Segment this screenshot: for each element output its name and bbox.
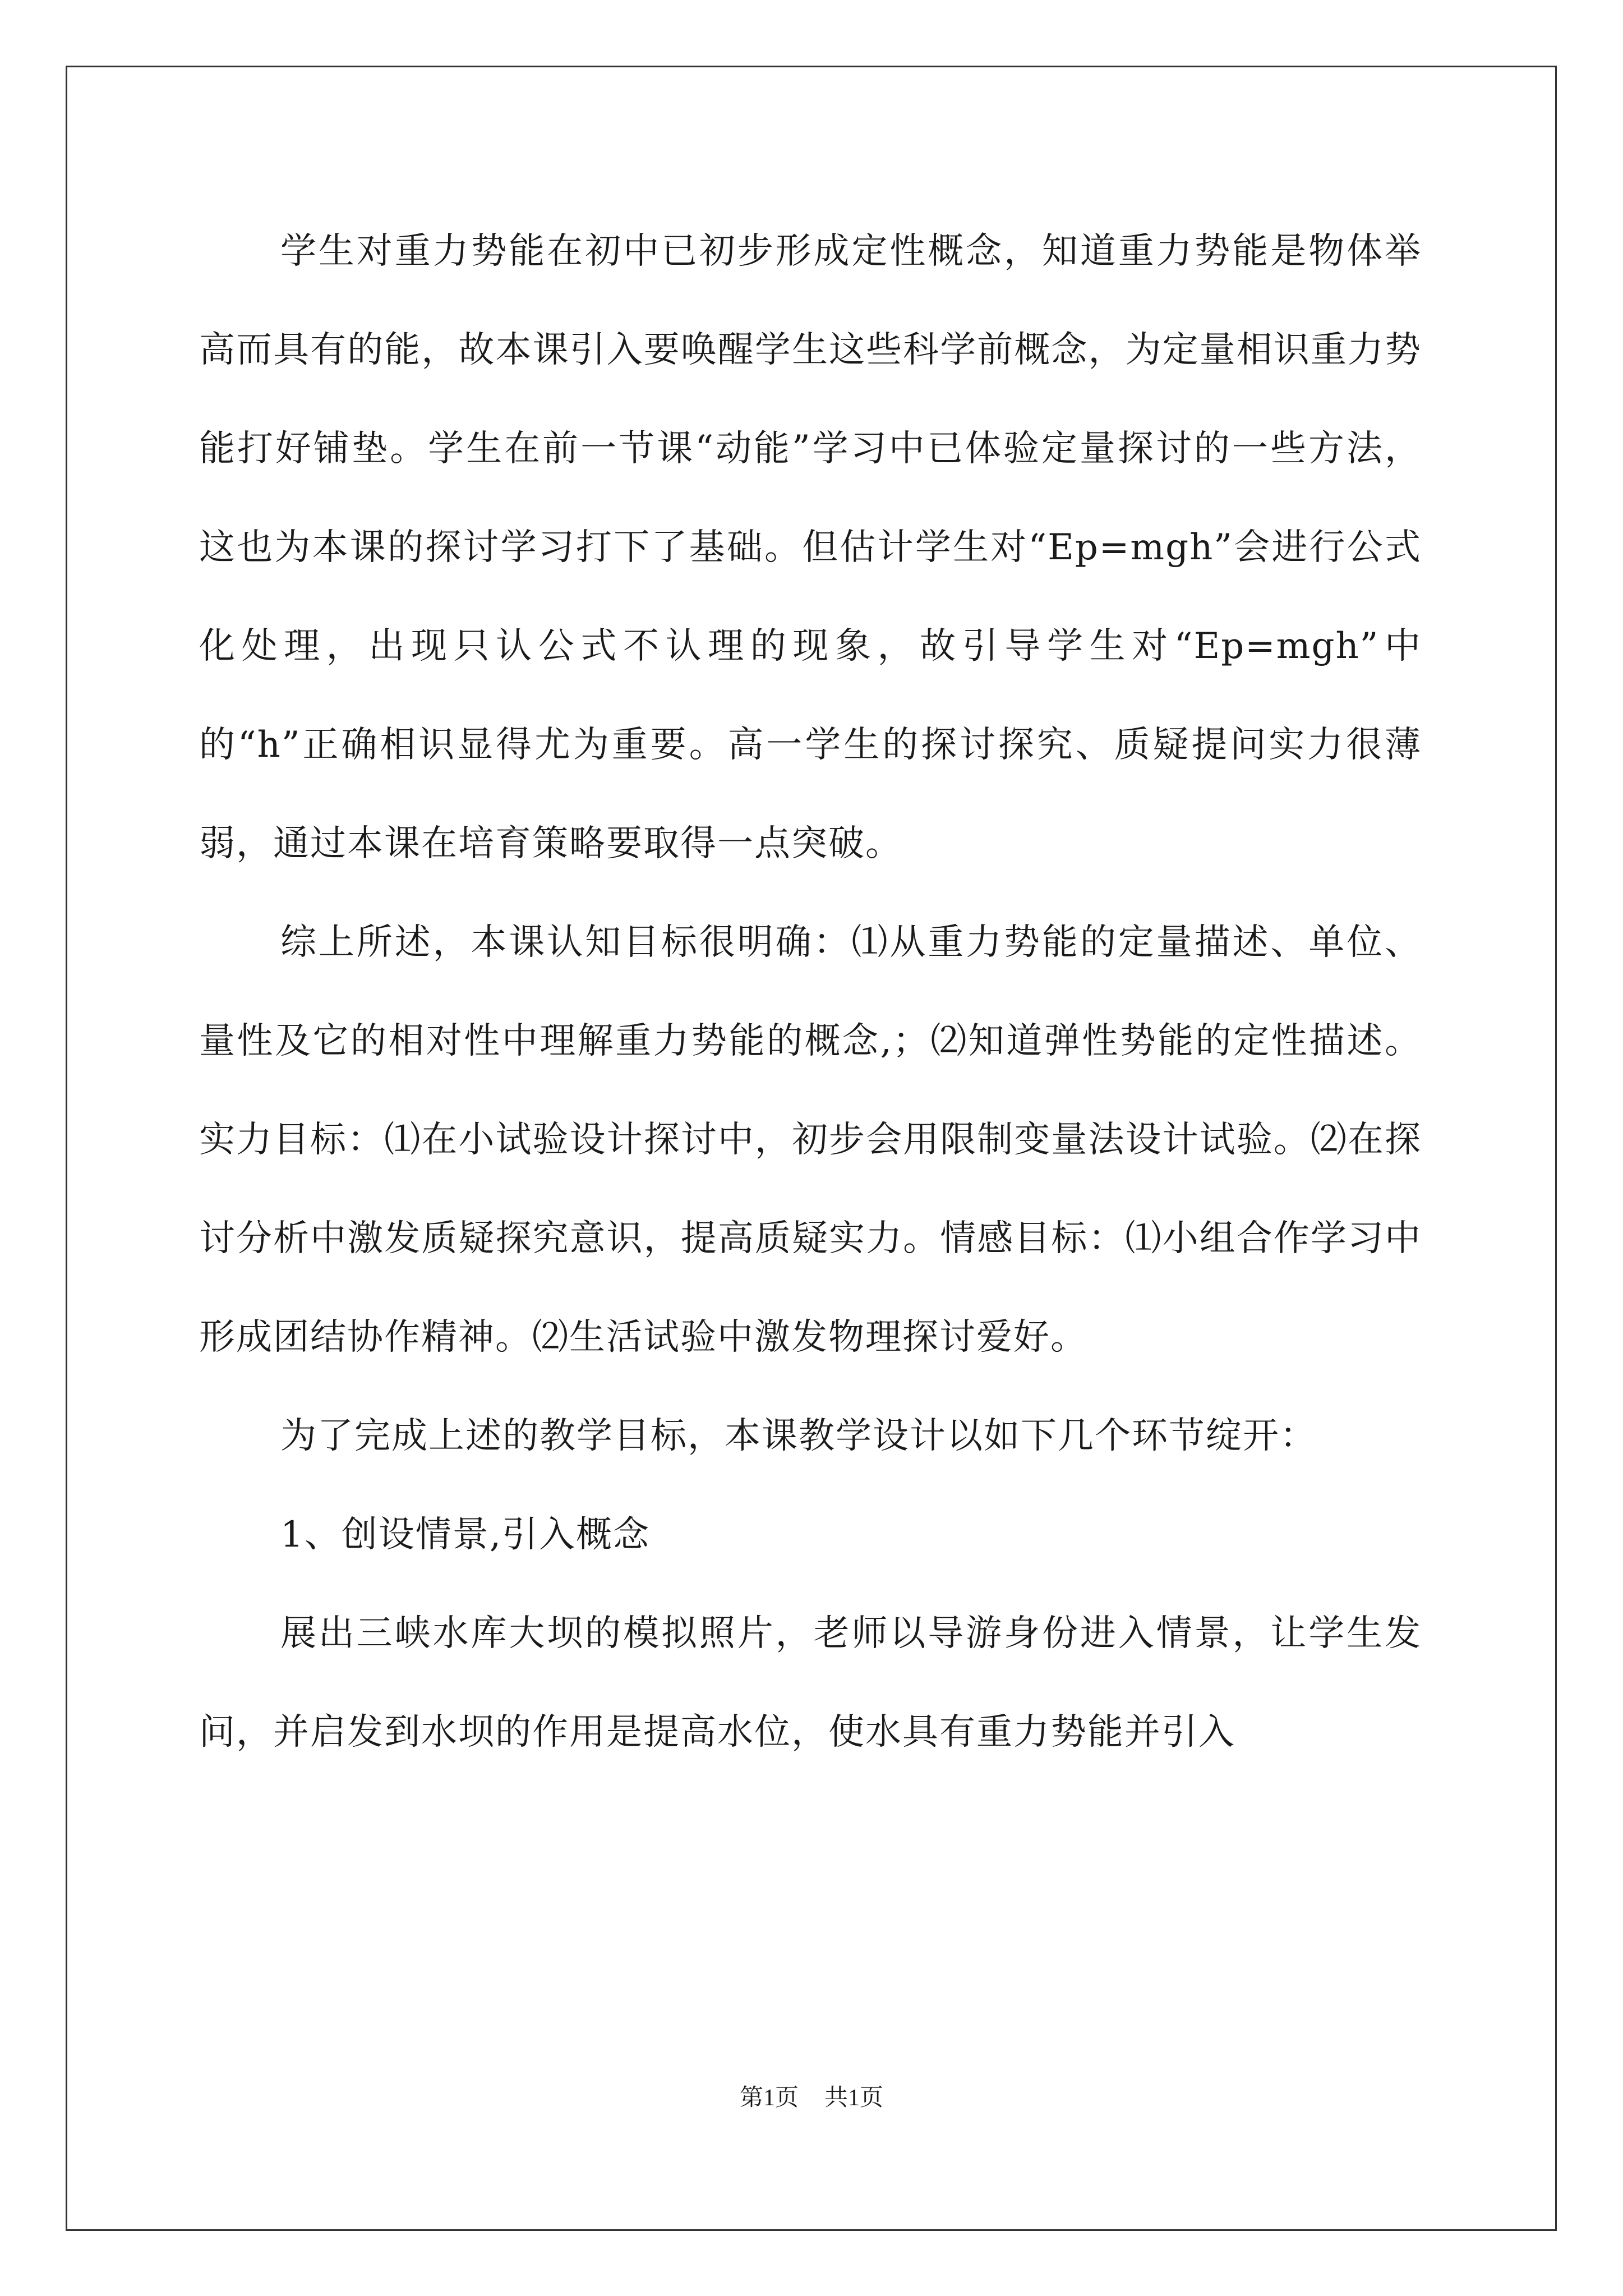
page-number: 第1页 — [739, 2085, 799, 2111]
paragraph-teaching-steps-intro: 为了完成上述的教学目标，本课教学设计以如下几个环节绽开： — [280, 1415, 1317, 1457]
paragraph-teaching-goals: 综上所述，本课认知目标很明确：⑴从重力势能的定量描述、单位、量性及它的相对性中理解重力势能的概念,；⑵知道弹性势能的定性描述。实力目标：⑴在小试验设计探讨中，初步会用限制变量法设计试验。⑵在探讨分析中激发质疑探究意识，提高质疑实力。情感目标：⑴小组合作学习中形成团结协作精神。⑵生活试验中激发物理探讨爱好。 — [199, 922, 1422, 1358]
paragraph-three-gorges-scenario: 展出三峡水库大坝的模拟照片，老师以导游身份进入情景，让学生发问，并启发到水坝的作用是提高水位，使水具有重力势能并引入 — [199, 1613, 1422, 1753]
document-body — [199, 202, 1422, 1782]
paragraph-student-background: 学生对重力势能在初中已初步形成定性概念，知道重力势能是物体举高而具有的能，故本课引入要唤醒学生这些科学前概念，为定量相识重力势能打好铺垫。学生在前一节课“动能”学习中已体验定量探讨的一些方法，这也为本课的探讨学习打下了基础。但估计学生对“Ep=mgh”会进行公式化处理，出现只认公式不认理的现象，故引导学生对“Ep=mgh”中的“h”正确相识显得尤为重要。高一学生的探讨探究、质疑提问实力很薄弱，通过本课在培育策略要取得一点突破。 — [199, 231, 1422, 864]
page-total: 共1页 — [824, 2085, 884, 2111]
section-heading-create-scenario: 1、创设情景,引入概念 — [280, 1514, 651, 1556]
page-footer — [0, 2079, 1623, 2113]
